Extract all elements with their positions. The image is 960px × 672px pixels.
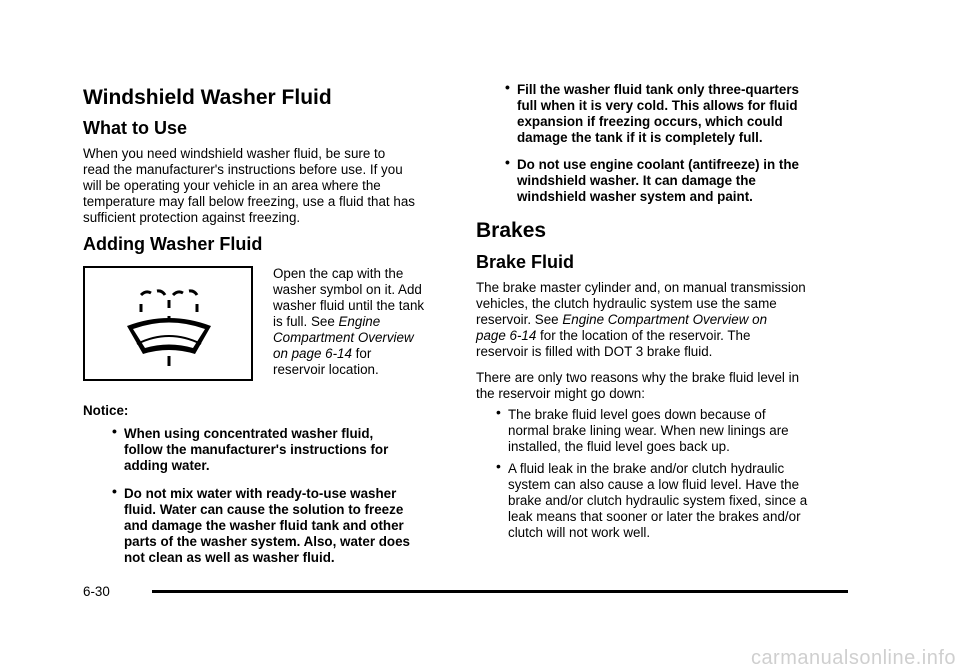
text-line: windshield washer. It can damage the: [517, 173, 756, 188]
text-line: for the location of the reservoir. The: [536, 328, 751, 343]
cross-reference-link[interactable]: Engine: [338, 314, 381, 329]
cross-reference-link[interactable]: Compartment Overview: [273, 330, 414, 345]
footer-rule: [152, 590, 848, 593]
text-line: parts of the washer system. Also, water does: [124, 534, 411, 549]
text-line: clutch will not work well.: [508, 525, 651, 540]
heading-brake-fluid: Brake Fluid: [476, 252, 575, 272]
text-line: will be operating your vehicle in an area where the: [83, 178, 381, 193]
bullet-lining-wear: [496, 404, 858, 455]
text-line: The brake fluid level goes down because of: [508, 407, 766, 422]
cross-reference-link[interactable]: Engine Compartment Overview on: [562, 312, 768, 327]
notice-bullet-fill-three-quarters: [505, 79, 857, 146]
bullet-dot: •: [505, 154, 510, 170]
brake-fluid-reasons-paragraph: [476, 370, 866, 402]
notice-bullet-no-engine-coolant: [505, 154, 857, 205]
text-line: is full. See: [273, 314, 339, 329]
text-line: read the manufacturer's instructions before use. If you: [83, 162, 403, 177]
bullet-dot: •: [496, 458, 501, 474]
text-line: and damage the washer fluid tank and other: [124, 518, 404, 533]
text-line: damage the tank if it is completely full.: [517, 130, 763, 145]
text-line: sufficient protection against freezing.: [83, 210, 301, 225]
text-line: full when it is very cold. This allows for fluid: [517, 98, 798, 113]
text-line: temperature may fall below freezing, use a fluid that has: [83, 194, 415, 209]
text-line: fluid. Water can cause the solution to freeze: [124, 502, 404, 517]
text-line: for: [351, 346, 372, 361]
text-line: brake and/or clutch hydraulic system fixed, since a: [508, 493, 808, 508]
text-line: follow the manufacturer's instructions for: [124, 442, 389, 457]
heading-what-to-use: What to Use: [83, 118, 188, 138]
bullet-dot: •: [505, 79, 510, 95]
bullet-dot: •: [496, 404, 501, 420]
cross-reference-page-link[interactable]: page 6-14: [476, 328, 537, 343]
text-line: There are only two reasons why the brake fluid level in: [476, 370, 800, 385]
bullet-fluid-leak: [496, 458, 858, 541]
text-line: normal brake lining wear. When new linings are: [508, 423, 789, 438]
notice-bullet-concentrated-fluid: [112, 423, 454, 474]
what-to-use-paragraph: [83, 146, 463, 226]
heading-adding-washer-fluid: Adding Washer Fluid: [83, 234, 263, 254]
windshield-washer-symbol: [85, 268, 251, 379]
text-line: washer symbol on it. Add: [273, 282, 422, 297]
watermark: carmanualsonline.info: [750, 647, 956, 669]
text-line: adding water.: [124, 458, 210, 473]
text-line: reservoir is filled with DOT 3 brake fluid.: [476, 344, 713, 359]
cross-reference-page-link[interactable]: on page 6-14: [273, 346, 352, 361]
text-line: washer fluid until the tank: [273, 298, 425, 313]
notice-label: Notice:: [83, 403, 129, 418]
section-title-windshield-washer-fluid: Windshield Washer Fluid: [83, 86, 332, 109]
text-line: leak means that sooner or later the brakes and/or: [508, 509, 801, 524]
text-line: Do not mix water with ready-to-use washer: [124, 486, 397, 501]
text-line: reservoir location.: [273, 362, 379, 377]
text-line: installed, the fluid level goes back up.: [508, 439, 730, 454]
text-line: Fill the washer fluid tank only three-quarters: [517, 82, 800, 97]
text-line: Open the cap with the: [273, 266, 404, 281]
text-line: system can also cause a low fluid level. Have the: [508, 477, 800, 492]
text-line: vehicles, the clutch hydraulic system use the same: [476, 296, 777, 311]
page-number: 6-30: [83, 584, 110, 599]
text-line: reservoir. See: [476, 312, 563, 327]
text-line: windshield washer system and paint.: [517, 189, 753, 204]
notice-bullet-mix-water: [112, 483, 454, 566]
text-line: expansion if freezing occurs, which could: [517, 114, 783, 129]
text-line: the reservoir might go down:: [476, 386, 645, 401]
text-line: When you need windshield washer fluid, be sure to: [83, 146, 386, 161]
text-line: When using concentrated washer fluid,: [124, 426, 374, 441]
windshield-washer-icon: [83, 266, 253, 381]
text-line: Do not use engine coolant (antifreeze) in the: [517, 157, 799, 172]
section-title-brakes: Brakes: [476, 219, 547, 242]
adding-washer-paragraph: [273, 266, 463, 378]
text-line: A fluid leak in the brake and/or clutch hydraulic: [508, 461, 785, 476]
text-line: The brake master cylinder and, on manual transmission: [476, 280, 806, 295]
bullet-dot: •: [112, 423, 117, 439]
brake-fluid-paragraph: [476, 280, 866, 360]
text-line: not clean as well as washer fluid.: [124, 550, 335, 565]
bullet-dot: •: [112, 483, 117, 499]
